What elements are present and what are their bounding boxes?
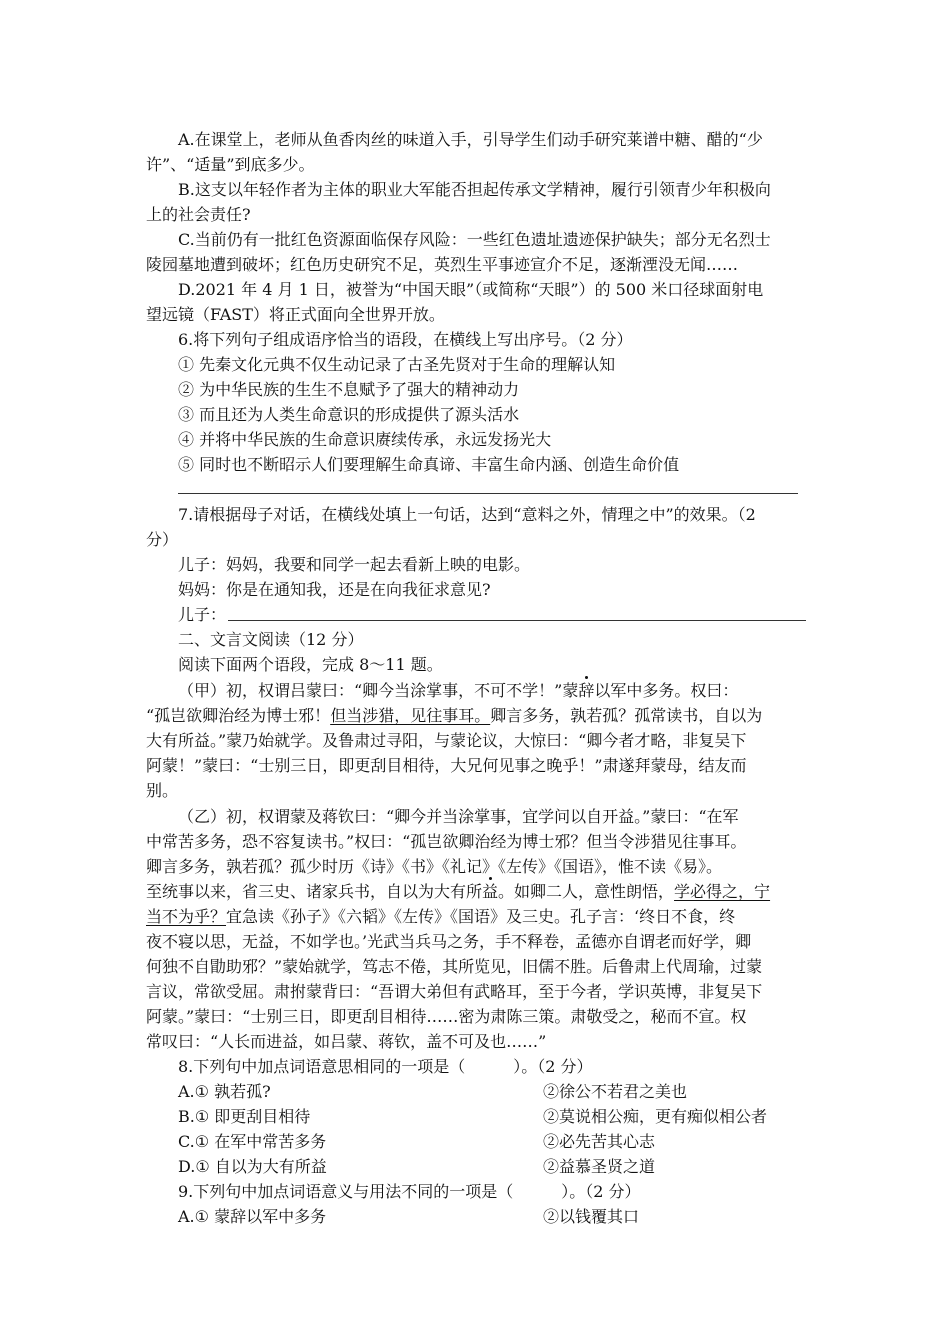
passage-yi-line2: 中常苦多务，恐不容复读书。”权曰：“孤岂欲卿治经为博士邪？但当令涉猎见往事耳。 <box>146 832 747 851</box>
q7-answer-line[interactable] <box>228 620 806 621</box>
q8-option-c: C.① 在军中常苦多务 ②必先苦其心志 <box>178 1132 656 1151</box>
q6-answer-line[interactable] <box>178 493 798 494</box>
q7-son-answer-label: 儿子： <box>178 605 227 624</box>
q5-option-b-line1: B.这支以年轻作者为主体的职业大军能否担起传承文学精神，履行引领青少年积极向 <box>178 180 771 199</box>
q7-mom-line: 妈妈：你是在通知我，还是在向我征求意见? <box>178 580 491 599</box>
q6-item-2: ② 为中华民族的生生不息赋予了强大的精神动力 <box>178 380 520 399</box>
passage-jia-line1: （甲）初，权谓吕蒙曰：“卿今当涂掌事，不可不学！”蒙辞以军中多务。权曰： <box>178 681 739 700</box>
q6-item-3: ③ 而且还为人类生命意识的形成提供了源头活水 <box>178 405 520 424</box>
underlined-sentence: 学必得之，宁 <box>674 882 771 901</box>
passage-yi-line4: 至统事以来，省三史、诸家兵书，自以为大有所益。如卿二人，意性朗悟，学必得之，宁 <box>146 882 771 901</box>
q5-option-c-line1: C.当前仍有一批红色资源面临保存风险：一些红色遗址遗迹保护缺失；部分无名烈士 <box>178 230 771 249</box>
passage-jia-line5: 别。 <box>146 781 179 800</box>
passage-yi-line7: 何独不自勖助邪？”蒙始就学，笃志不倦，其所览见，旧儒不胜。后鲁肃上代周瑜，过蒙 <box>146 957 763 976</box>
q5-option-a-line2: 许”、“适量”到底多少。 <box>146 155 315 174</box>
underlined-sentence: 当不为乎？ <box>146 907 227 926</box>
q5-option-a-line1: A.在课堂上，老师从鱼香肉丝的味道入手，引导学生们动手研究莱谱中糖、醋的“少 <box>178 130 763 149</box>
underlined-sentence: 但当涉猎，见往事耳。 <box>330 706 491 725</box>
q5-option-d-line1: D.2021 年 4 月 1 日，被誉为“中国天眼”（或简称“天眼”）的 500 米口径球面射电 <box>178 280 764 299</box>
q8-option-b: B.① 即更刮目相待 ②莫说相公痴，更有痴似相公者 <box>178 1107 768 1126</box>
dotted-char: 益 <box>482 882 499 901</box>
q5-option-c-line2: 陵园墓地遭到破坏；红色历史研究不足，英烈生平事迹宣介不足，逐渐湮没无闻…… <box>146 255 739 274</box>
passage-yi-line9: 阿蒙。”蒙曰：“士别三日，即更刮目相待……密为肃陈三策。肃敬受之，秘而不宣。权 <box>146 1007 747 1026</box>
q6-item-5: ⑤ 同时也不断昭示人们要理解生命真谛、丰富生命内涵、创造生命价值 <box>178 455 680 474</box>
passage-yi-line10: 常叹曰：“人长而进益，如吕蒙、蒋钦，盖不可及也……” <box>146 1032 547 1051</box>
q9-stem: 9.下列句中加点词语意义与用法不同的一项是（ ）。（2 分） <box>178 1182 641 1201</box>
q5-option-b-line2: 上的社会责任? <box>146 205 251 224</box>
q8-option-a: A.① 孰若孤? ②徐公不若君之美也 <box>178 1082 688 1101</box>
passage-yi-line5: 当不为乎？宜急读《孙子》《六韬》《左传》《国语》及三史。孔子言：‘终日不食，终 <box>146 907 736 926</box>
q6-item-4: ④ 并将中华民族的生命意识赓续传承，永远发扬光大 <box>178 430 552 449</box>
q5-option-d-line2: 望远镜（FAST）将正式面向全世界开放。 <box>146 305 445 324</box>
q7-stem-line1: 7.请根据母子对话，在横线处填上一句话，达到“意料之外，情理之中”的效果。（2 <box>178 505 756 524</box>
section2-title: 二、文言文阅读（12 分） <box>178 630 364 649</box>
q7-stem-line2: 分） <box>146 530 179 549</box>
passage-yi-line1: （乙）初，权谓蒙及蒋钦曰：“卿今并当涂掌事，宜学问以自开益。”蒙曰：“在军 <box>178 807 739 826</box>
q6-item-1: ① 先秦文化元典不仅生动记录了古圣先贤对于生命的理解认知 <box>178 355 616 374</box>
passage-yi-line6: 夜不寝以思，无益，不如学也。’光武当兵马之务，手不释卷，孟德亦自谓老而好学，卿 <box>146 932 752 951</box>
q6-stem: 6.将下列句子组成语序恰当的语段，在横线上写出序号。（2 分） <box>178 330 633 349</box>
dotted-char: 辞 <box>578 681 595 700</box>
q7-son-line: 儿子：妈妈，我要和同学一起去看新上映的电影。 <box>178 555 531 574</box>
q8-option-d: D.① 自以为大有所益 ②益慕圣贤之道 <box>178 1157 656 1176</box>
passage-yi-line8: 言议，常欲受屈。肃拊蒙背曰：“吾谓大弟但有武略耳，至于今者，学识英博，非复吴下 <box>146 982 763 1001</box>
q8-stem: 8.下列句中加点词语意思相同的一项是（ ）。（2 分） <box>178 1057 593 1076</box>
section2-intro: 阅读下面两个语段，完成 8～11 题。 <box>178 655 443 674</box>
passage-yi-line3: 卿言多务，孰若孤？孤少时历《诗》《书》《礼记》《左传》《国语》，惟不读《易》。 <box>146 857 723 876</box>
passage-jia-line2: “孤岂欲卿治经为博士邪！但当涉猎，见往事耳。卿言多务，孰若孤？孤常读书，自以为 <box>146 706 763 725</box>
passage-jia-line3: 大有所益。”蒙乃始就学。及鲁肃过寻阳，与蒙论议，大惊曰：“卿今者才略，非复吴下 <box>146 731 747 750</box>
passage-jia-line4: 阿蒙！”蒙曰：“士别三日，即更刮目相待，大兄何见事之晚乎！”肃遂拜蒙母，结友而 <box>146 756 747 775</box>
q9-option-a: A.① 蒙辞以军中多务 ②以钱覆其口 <box>178 1207 640 1226</box>
